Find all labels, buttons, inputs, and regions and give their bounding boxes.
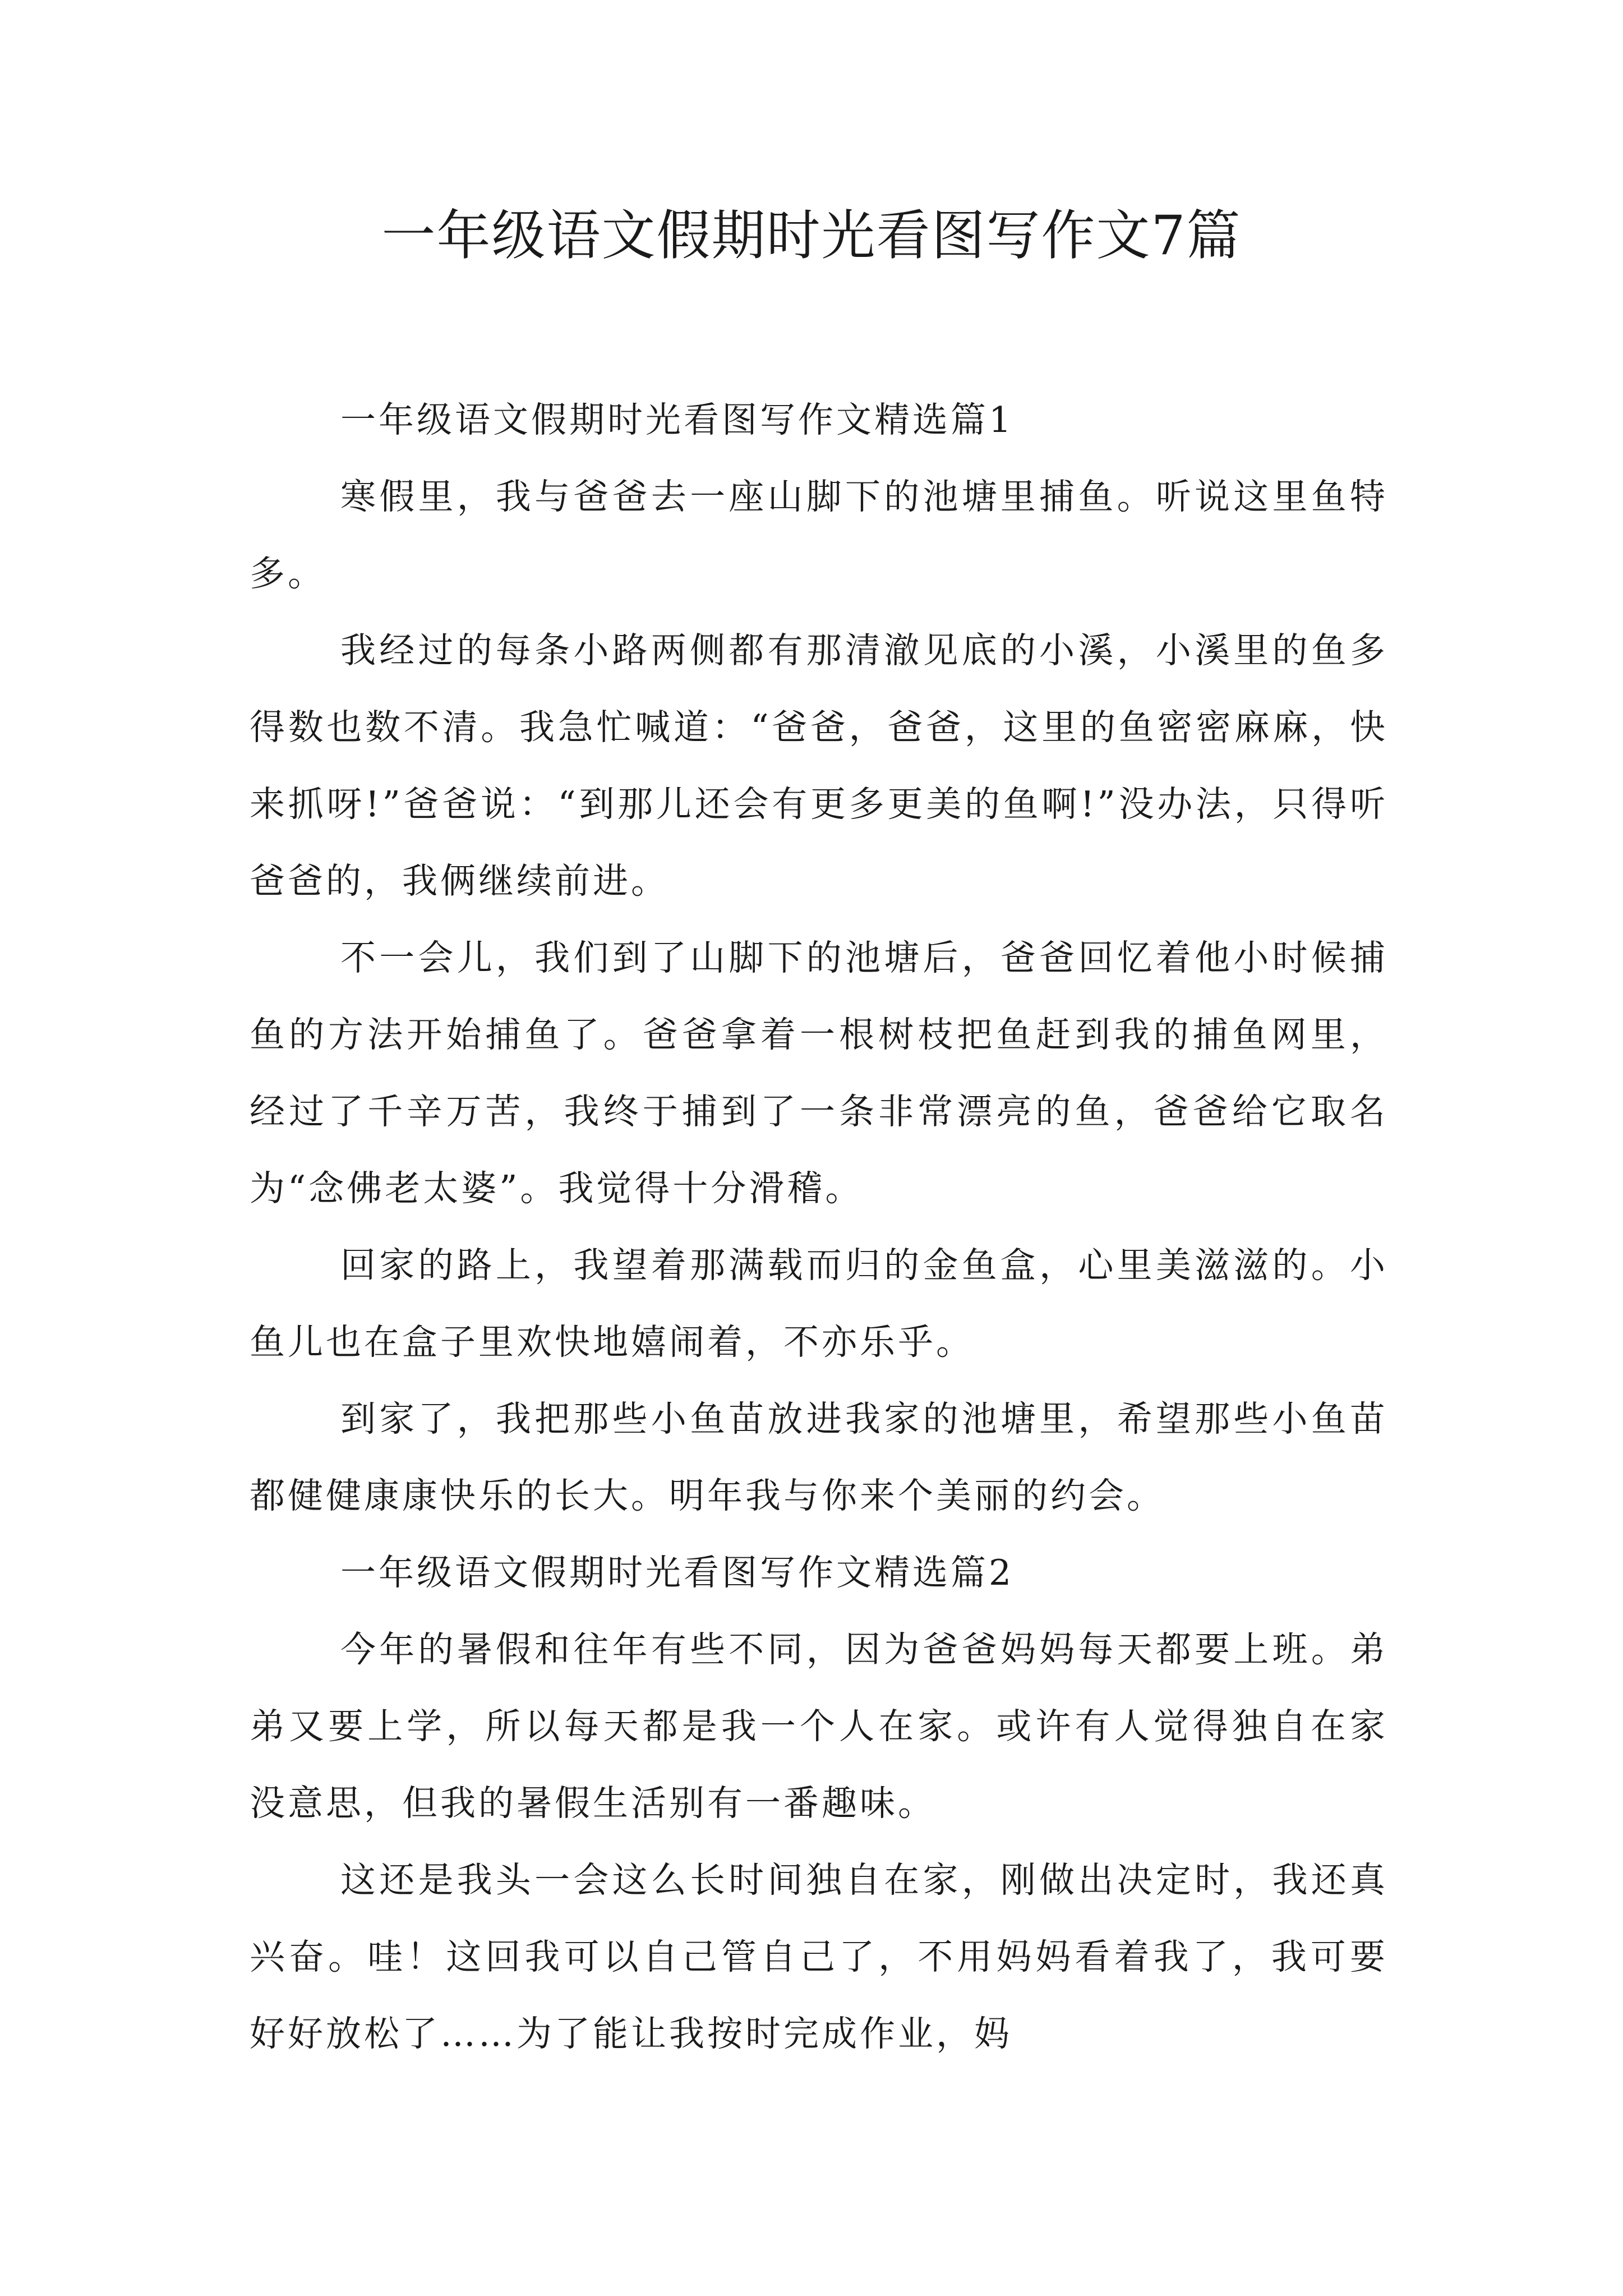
- paragraph: 寒假里，我与爸爸去一座山脚下的池塘里捕鱼。听说这里鱼特多。: [250, 476, 1388, 594]
- paragraph: 到家了，我把那些小鱼苗放进我家的池塘里，希望那些小鱼苗都健健康康快乐的长大。明年我与你来个美丽的约会。: [250, 1398, 1388, 1516]
- paragraph: 不一会儿，我们到了山脚下的池塘后，爸爸回忆着他小时候捕鱼的方法开始捕鱼了。爸爸拿着一根树枝把鱼赶到我的捕鱼网里，经过了千辛万苦，我终于捕到了一条非常漂亮的鱼，爸爸给它取名为“念佛老太婆”。我觉得十分滑稽。: [250, 937, 1388, 1209]
- paragraph: 今年的暑假和往年有些不同，因为爸爸妈妈每天都要上班。弟弟又要上学，所以每天都是我一个人在家。或许有人觉得独自在家没意思，但我的暑假生活别有一番趣味。: [250, 1629, 1388, 1824]
- paragraph: 回家的路上，我望着那满载而归的金鱼盒，心里美滋滋的。小鱼儿也在盒子里欢快地嬉闹着，不亦乐乎。: [250, 1245, 1388, 1363]
- paragraph: 这还是我头一会这么长时间独自在家，刚做出决定时，我还真兴奋。哇！这回我可以自己管自己了，不用妈妈看着我了，我可要好好放松了……为了能让我按时完成作业，妈: [250, 1860, 1388, 2054]
- document-body: [250, 381, 1388, 2072]
- section-heading-1: 一年级语文假期时光看图写作文精选篇1: [340, 399, 1015, 440]
- document-title: 一年级语文假期时光看图写作文7篇: [381, 204, 1242, 267]
- section-heading-2: 一年级语文假期时光看图写作文精选篇2: [340, 1552, 1015, 1593]
- paragraph: 我经过的每条小路两侧都有那清澈见底的小溪，小溪里的鱼多得数也数不清。我急忙喊道：“爸爸，爸爸，这里的鱼密密麻麻，快来抓呀!”爸爸说：“到那儿还会有更多更美的鱼啊!”没办法，只得听爸爸的，我俩继续前进。: [250, 630, 1388, 901]
